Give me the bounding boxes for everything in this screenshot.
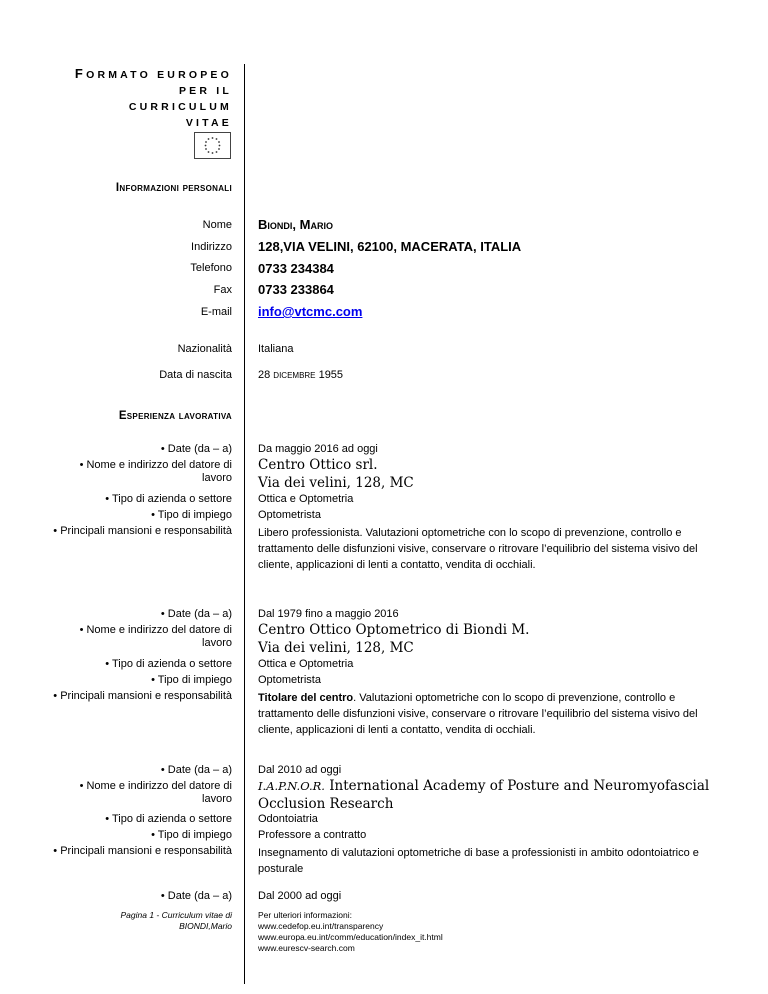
- value-nationality: Italiana: [258, 343, 294, 355]
- label-sector: • Tipo di azienda o settore: [105, 493, 232, 505]
- label-employer: • Nome e indirizzo del datore di lavoro: [79, 780, 232, 805]
- label-job: • Tipo di impiego: [151, 829, 232, 841]
- section-title-work: Esperienza lavorativa: [118, 410, 232, 422]
- entry-dates: Dal 2010 ad oggi: [258, 764, 342, 776]
- entry-sector: Odontoiatria: [258, 813, 318, 825]
- label-dates: • Date (da – a): [160, 890, 232, 902]
- label-nationality: Nazionalità: [177, 343, 232, 355]
- footer-link[interactable]: www.cedefop.eu.int/transparency: [258, 921, 384, 931]
- employer-name: International Academy of Posture and Neuromyofascial Occlusion Research: [258, 778, 710, 812]
- label-duties: • Principali mansioni e responsabilità: [53, 845, 232, 857]
- entry-dates: Dal 1979 fino a maggio 2016: [258, 608, 399, 620]
- label-dates: • Date (da – a): [160, 608, 232, 620]
- entry-sector: Ottica e Optometria: [258, 658, 354, 670]
- label-sector: • Tipo di azienda o settore: [105, 658, 232, 670]
- label-fax: Fax: [213, 284, 232, 296]
- label-phone: Telefono: [190, 262, 232, 274]
- label-employer: • Nome e indirizzo del datore di lavoro: [79, 459, 232, 484]
- footer-link[interactable]: www.europa.eu.int/comm/education/index_it.html: [258, 932, 443, 942]
- employer-name: Centro Ottico Optometrico di Biondi M.: [258, 622, 530, 638]
- label-birth: Data di nascita: [159, 369, 232, 381]
- label-duties: • Principali mansioni e responsabilità: [53, 690, 232, 702]
- entry-employer: [258, 456, 718, 492]
- entry-sector: Ottica e Optometria: [258, 493, 354, 505]
- cv-title-line-1: FORMATO EUROPEO: [74, 66, 232, 81]
- value-address: 128,VIA VELINI, 62100, MACERATA, ITALIA: [258, 239, 522, 254]
- label-dates: • Date (da – a): [160, 764, 232, 776]
- entry-duties: Insegnamento di valutazioni optometriche di base a professionisti in ambito odontoiatrico e posturale: [258, 847, 699, 875]
- label-address: Indirizzo: [191, 241, 232, 253]
- section-title-personal: Informazioni personali: [115, 182, 232, 194]
- entry-dates: Da maggio 2016 ad oggi: [258, 443, 378, 455]
- label-duties: • Principali mansioni e responsabilità: [53, 525, 232, 537]
- label-job: • Tipo di impiego: [151, 674, 232, 686]
- label-dates: • Date (da – a): [160, 443, 232, 455]
- entry-job: Optometrista: [258, 509, 321, 521]
- column-divider: [244, 64, 245, 984]
- footer-more-info: Per ulteriori informazioni: www.cedefop.eu.int/transparency www.europa.eu.int/comm/education/index_it.html www.eurescv-search.com: [258, 910, 558, 954]
- entry-job: Professore a contratto: [258, 829, 367, 841]
- label-employer: • Nome e indirizzo del datore di lavoro: [79, 624, 232, 649]
- value-fax: 0733 233864: [258, 282, 334, 297]
- entry-employer: [258, 621, 718, 657]
- cv-title: [70, 66, 232, 131]
- value-name: Biondi, Mario: [258, 217, 333, 232]
- value-birth: 28 dicembre 1955: [258, 369, 344, 381]
- eu-flag-icon: [194, 132, 231, 159]
- employer-acronym: I.A.P.N.O.R.: [258, 779, 325, 793]
- employer-address: Via dei velini, 128, MC: [258, 475, 414, 491]
- footer-link[interactable]: www.eurescv-search.com: [258, 943, 355, 953]
- cv-title-line-2: PER IL CURRICULUM: [128, 85, 232, 113]
- cv-title-line-3: VITAE: [185, 117, 232, 129]
- label-job: • Tipo di impiego: [151, 509, 232, 521]
- value-phone: 0733 234384: [258, 261, 334, 276]
- email-link[interactable]: info@vtcmc.com: [258, 304, 363, 319]
- employer-name: Centro Ottico srl.: [258, 457, 378, 473]
- footer-page-info: Pagina 1 - Curriculum vitae di BIONDI,Mario: [120, 910, 232, 931]
- entry-job: Optometrista: [258, 674, 321, 686]
- employer-address: Via dei velini, 128, MC: [258, 640, 414, 656]
- entry-dates: Dal 2000 ad oggi: [258, 890, 342, 902]
- entry-employer: [258, 777, 728, 813]
- label-sector: • Tipo di azienda o settore: [105, 813, 232, 825]
- label-name: Nome: [202, 219, 232, 231]
- entry-duties: Titolare del centro. Valutazioni optometriche con lo scopo di prevenzione, controllo e trattamento delle disfunzioni visive, conservare o ritrovare l’equilibrio del sistema visivo del cliente, applicazioni di lenti a contatto, vendita di occhiali.: [258, 692, 698, 736]
- entry-duties: Libero professionista. Valutazioni optometriche con lo scopo di prevenzione, controllo e trattamento delle disfunzioni visive, conservare o ritrovare l’equilibrio del sistema visivo del cliente, applicazioni di lenti a contatto, vendita di occhiali.: [258, 527, 698, 571]
- label-email: E-mail: [200, 306, 232, 318]
